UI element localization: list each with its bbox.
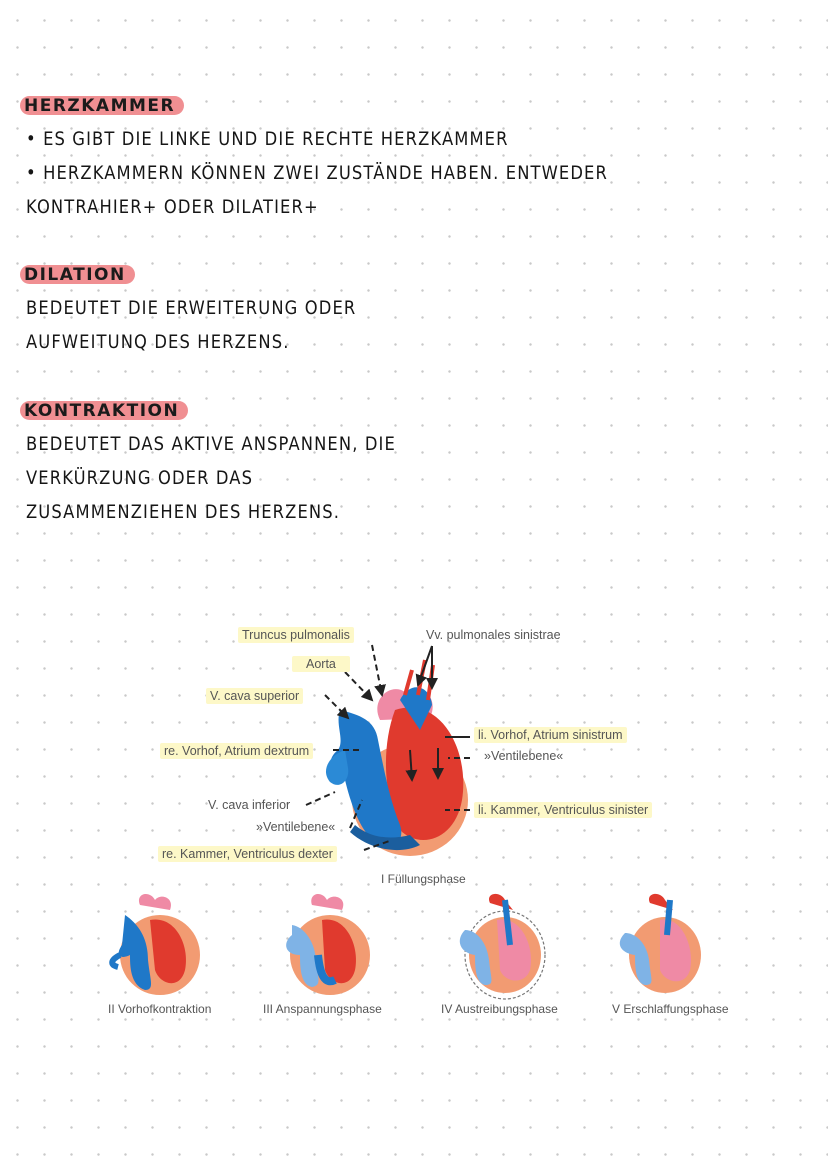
text-line: • ES GIBT DIE LINKE UND DIE RECHTE HERZKAMMER — [26, 128, 509, 150]
label-aorta: Aorta — [292, 656, 350, 672]
phase-heart-4 — [460, 894, 545, 999]
text-line: BEDEUTET DAS AKTIVE ANSPANNEN, DIE — [26, 433, 396, 455]
label-vv-pulmonales: Vv. pulmonales sinistrae — [426, 628, 561, 642]
heart-cycle-diagram — [0, 600, 828, 1040]
label-cava-superior: V. cava superior — [206, 688, 303, 704]
phase-label-4: IV Austreibungsphase — [441, 1002, 558, 1016]
phase-label-3: III Anspannungsphase — [263, 1002, 382, 1016]
label-ventilebene-right: »Ventilebene« — [484, 749, 564, 763]
label-cava-inferior: V. cava inferior — [208, 798, 291, 812]
text-line: BEDEUTET DIE ERWEITERUNG ODER — [26, 297, 357, 319]
label-re-vorhof: re. Vorhof, Atrium dextrum — [160, 743, 313, 759]
label-li-kammer: li. Kammer, Ventriculus sinister — [474, 802, 652, 818]
label-truncus: Truncus pulmonalis — [238, 627, 354, 643]
label-ventilebene-left: »Ventilebene« — [256, 820, 336, 834]
main-heart — [326, 660, 468, 856]
text-line: KONTRAHIER+ ODER DILATIER+ — [26, 196, 319, 218]
text-line: • HERZKAMMERN KÖNNEN ZWEI ZUSTÄNDE HABEN. ENTWEDER — [26, 162, 608, 184]
phase-heart-3 — [286, 894, 370, 995]
text-line: ZUSAMMENZIEHEN DES HERZENS. — [26, 501, 341, 523]
text-line: VERKÜRZUNG ODER DAS — [26, 467, 254, 489]
phase-heart-5 — [620, 894, 701, 993]
heading-dilation: DILATION — [20, 265, 135, 284]
heading-herzkammer: HERZKAMMER — [20, 96, 184, 115]
phase-label-1: I Füllungsphase — [381, 872, 466, 886]
heading-kontraktion: KONTRAKTION — [20, 401, 188, 420]
phase-label-2: II Vorhofkontraktion — [108, 1002, 212, 1016]
label-re-kammer: re. Kammer, Ventriculus dexter — [158, 846, 337, 862]
phase-label-5: V Erschlaffungsphase — [612, 1002, 729, 1016]
phase-heart-2 — [112, 894, 200, 995]
heart-illustration — [0, 600, 828, 1040]
label-li-vorhof: li. Vorhof, Atrium sinistrum — [474, 727, 627, 743]
text-line: AUFWEITUNQ DES HERZENS. — [26, 331, 290, 353]
